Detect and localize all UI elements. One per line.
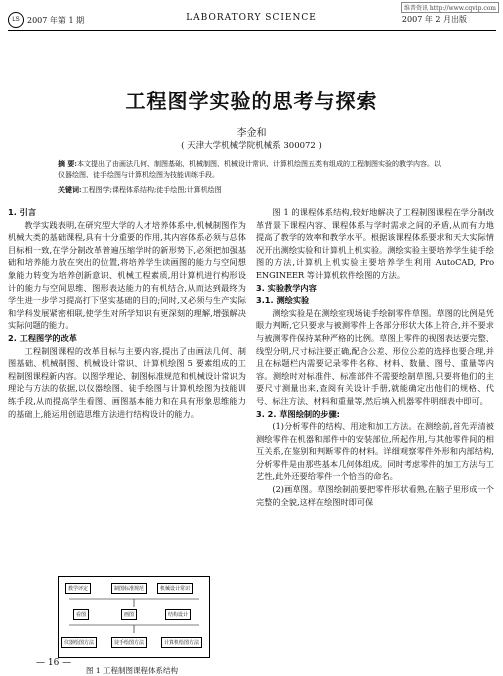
step-2: (2)画草图。草图绘制前要把零件形状看熟,在脑子里形成一个完整的全貌,这样在绘图时即可保: [256, 484, 494, 507]
issue-right: 2007 年 2 月出版: [401, 15, 467, 24]
journal-logo: LS: [8, 12, 24, 28]
header-rule: [8, 30, 496, 31]
section-2-paragraph: 工程制图课程的改革目标与主要内容,提出了由画法几何、制图基础、机械制图、机械设计常识、计算机绘图 5 要素组成的工程制图课程新内容。以图学理论、制图标准规范和机械设计常识为理论与方法的依据,以仪器绘图、徒手绘图与计算机绘图为技能训练手段,从而提高学生看图、画图基本能力和在具有形象思维能力的基础上,能运用创造思维方法进行结构设计的能力。: [8, 345, 246, 419]
section-1-title: 1. 引言: [8, 207, 37, 217]
figure-1: [58, 576, 210, 658]
step-1: (1)分析零件的结构、用途和加工方法。在测绘前,首先弄清被测绘零件在机器和部件中的安装部位,所起作用,与其他零件间的相互关系,在鉴别和判断零件的材料。详细观察零件外形和内部结构,分析零件是由那些基本几何体组成。同时考虑零件的加工方法与工艺性,此外还要给零件一个恰当的命名。: [256, 421, 494, 482]
watermark: 维普资讯 http://www.cqvip.com: [401, 2, 499, 13]
figure-node: 计算机绘图方法: [161, 637, 202, 648]
abstract-label: 摘 要:: [58, 159, 78, 168]
figure-node: 制图标准规范: [111, 583, 147, 594]
page-number: — 16 —: [36, 658, 72, 668]
section-3-title: 3. 实验教学内容: [256, 282, 317, 293]
author: 李金和: [236, 128, 267, 139]
paper-title: 工程图学实验的思考与探索: [125, 89, 378, 113]
section-2-title: 2. 工程图学的改革: [8, 332, 77, 343]
keywords-label: 关键词:: [58, 185, 82, 194]
figure-caption: 图 1 工程制图课程体系结构: [86, 666, 179, 675]
keywords: [58, 185, 448, 195]
section-3-2-title: 3. 2. 草图绘制的步骤:: [256, 408, 340, 419]
issue-left: 2007 年第 1 期: [27, 15, 85, 25]
figure-node: 教学评定: [65, 583, 91, 594]
figure-node: 徒手绘图方法: [111, 637, 147, 648]
abstract: [58, 158, 448, 181]
journal-name: LABORATORY SCIENCE: [186, 13, 317, 23]
section-1-paragraph: 教学实践表明,在研究型大学的人才培养体系中,机械制图作为机械大类的基础课程,具有十分重要的作用,其内容体系必须与总体目标相一致,在学分制改革普遍压缩学时的新形势下,必须把加强基础和培养能力放在突出的位置,将培养学生读画图的能力与空间想象能力转变为培养创新意识、机械工程素质,用计算机进行构形设计的能力与空间思维、图形表达能力的有机结合,从而达到最终为学生进一步学习提高打下坚实基础的目的;同时,又必须与生产实际和学科发展紧密相联,使学生对所学知识有更深刻的理解,增强解决实际问题的能力。: [8, 219, 246, 331]
figure-node: 画图: [121, 609, 137, 620]
right-column: [256, 206, 494, 508]
figure-node: 看图: [73, 609, 89, 620]
affiliation: ( 天津大学机械学院机械系 300072 ): [181, 141, 322, 151]
keywords-text: 工程图学;课程体系结构;徒手绘图;计算机绘图: [81, 186, 222, 194]
figure-node: 仪器绘图方法: [61, 637, 97, 648]
left-column: [8, 206, 246, 420]
figure-node: 机械设计常识: [157, 583, 193, 594]
abstract-text: 本文提出了由画法几何、制图基础、机械制图、机械设计常识、计算机绘图五类有组成的工程制图实验的教学内容。以仪器绘图、徒手绘图与计算机绘图为技能训练手段。: [58, 160, 442, 179]
section-3-1-title: 3.1. 测绘实验: [256, 295, 310, 306]
section-3-1-paragraph: 测绘实验是在测绘室现场徒手绘制零件草图。草图的比例是凭眼力判断,它只要求与被测零件上各部分形状大体上符合,并不要求与被测零件保持某种严格的比例。草图上零件的视图表达要完整、线型分明,尺寸标注要正确,配合公差、形位公差的选择也要合理,并且在标题栏内需要记录零件名称、材料、数量、图号、重量等内容。测绘时对标准件、标准部件不需要绘制草图,只要将他们的主要尺寸测量出来,查阅有关设计手册,就能确定出他们的规格、代号、标注方法、材料和重量等,然后填入机器零件明细表中即可。: [256, 307, 494, 406]
right-paragraph-1: 图 1 的课程体系结构,较好地解决了工程制图课程在学分制改革背景下课程内容、课程体系与学时需求之间的矛盾,从而有力地提高了教学的效率和教学水平。根据该课程体系要求和天大实际情况开出测绘实验和计算机上机实验。测绘实验主要培养学生徒手绘图的方法,计算机上机实验主要培养学生利用 AutoCAD, Pro ENGINEER 等计算机软件绘图的方法。: [256, 207, 494, 280]
figure-node: 结构设计: [165, 609, 191, 620]
